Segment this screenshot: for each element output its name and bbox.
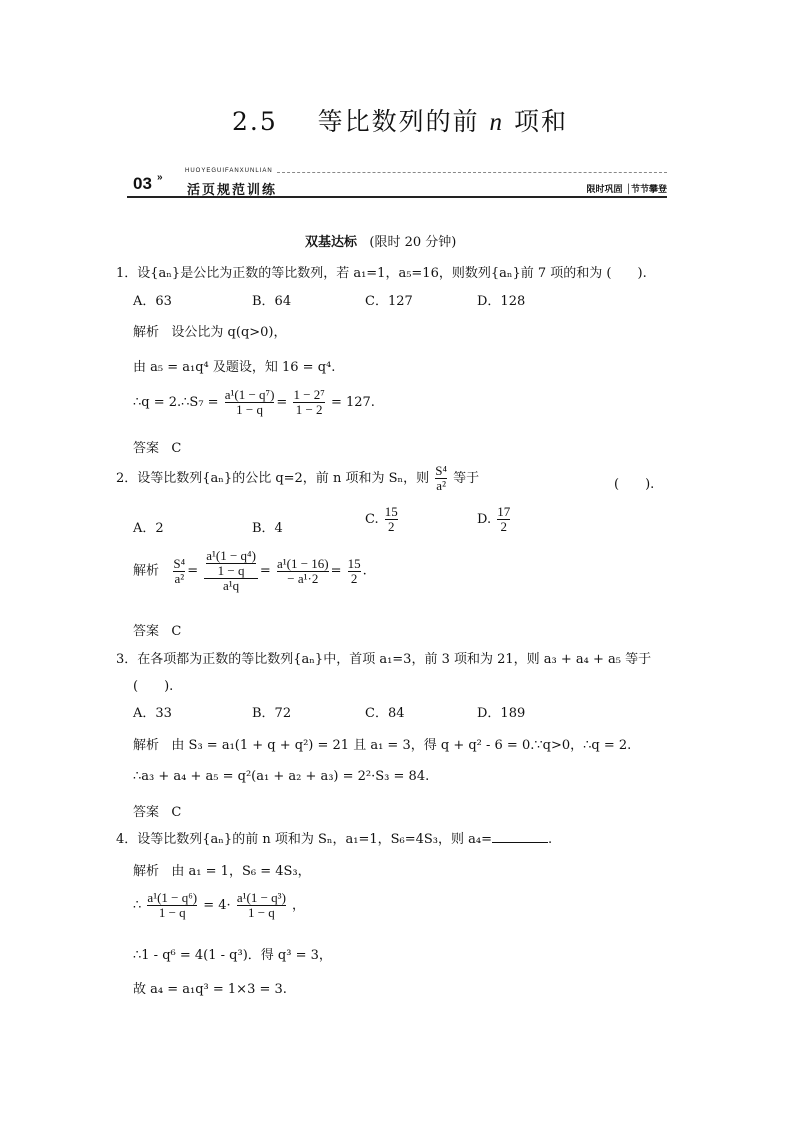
q2-inner-den: 1 − q: [206, 563, 256, 578]
q4-fraction-1: [147, 891, 197, 920]
q2-option-c: [365, 505, 400, 534]
q4-f1-num: a¹(1 − q⁶): [147, 890, 198, 905]
banner-right-label: 限时巩固 │节节攀登: [586, 185, 667, 195]
q4-answer-blank[interactable]: [492, 832, 548, 843]
q1-frac1-den: 1 − q: [225, 402, 275, 417]
q3-option-b: B．72: [252, 706, 292, 721]
q2-analysis-line: 解析 $\frac{\text{S⁴}}{\text{a²}}$ = $\frac{\frac{\text{a¹(1 − q⁴)}}{1 - q}}{\text{a¹q}}$ = $\frac{\text{a¹(1 − 16)}}{\text{− a¹·2}}$ = $\frac{15}{2}$ .: [133, 548, 367, 593]
q4-analysis-line-1: [133, 860, 311, 879]
q4-analysis-3: ∴1 - q⁶ = 4(1 - q³)．得 q³ = 3，: [133, 948, 332, 963]
q2-frac-num: S⁴: [435, 463, 448, 478]
title-number: 2.5: [232, 107, 278, 136]
q3-option-a: A．33: [133, 706, 172, 721]
q2-text-prefix: 2．设等比数列{aₙ}的公比 q=2，前 n 项和为 Sₙ，则: [116, 471, 430, 486]
q4-fraction-2: [237, 891, 286, 920]
title-text-before: 等比数列的前: [317, 107, 480, 136]
q2-option-c-label: C.: [365, 512, 379, 527]
q1-answer-label: 答案: [133, 441, 160, 456]
q2-text-suffix: 等于: [453, 471, 480, 486]
q2-answer-line: [133, 620, 181, 639]
q4-f2-num: a¹(1 − q³): [236, 890, 286, 905]
q1-analysis-1: 设公比为 q(q>0)，: [171, 325, 287, 340]
q2-option-d-num: 17: [497, 504, 511, 519]
q3-option-c: C．84: [365, 706, 405, 721]
q4-analysis-1: 由 a₁ = 1，S₆ = 4S₃，: [171, 864, 311, 879]
q2-mid-den: − a¹·2: [277, 571, 329, 586]
q3-analysis-line-1: [133, 734, 631, 753]
q2-answer: C: [171, 624, 182, 639]
q4-text-prefix: 4．设等比数列{aₙ}的前 n 项和为 Sₙ，a₁=1，S₆=4S₃，则 a₄=: [116, 832, 492, 847]
q2-inner-fraction: [206, 549, 256, 578]
q1-option-a: A．63: [133, 294, 172, 309]
q2-lhs-fraction: [173, 557, 185, 586]
banner-pinyin: HUOYEGUIFANXUNLIAN: [185, 168, 273, 174]
q2-option-d-fraction: [497, 505, 510, 534]
q1-analysis-line-3: ∴q = 2.∴S₇ = $\frac{\text{a¹(1 − q⁷)}}{1 - q}$ = $\frac{\text{1 − 2⁷}}{1 - 2}$ = 127.: [133, 387, 375, 417]
q4-f2-den: 1 − q: [237, 905, 286, 920]
section-time-note: (限时 20 分钟): [369, 235, 457, 250]
q3-option-d: D．189: [477, 706, 526, 721]
q4-line2-prefix: ∴: [133, 898, 142, 913]
title-text-after: 项和: [513, 107, 568, 136]
q2-analysis-label: 解析: [133, 563, 160, 579]
q2-mid-num: a¹(1 − 16): [276, 555, 329, 571]
q2-option-c-den: 2: [385, 519, 398, 534]
q1-analysis-2: 由 a₅ = a₁q⁴ 及题设，知 16 = q⁴.: [133, 360, 336, 375]
q1-frac2-num: 1 − 2⁷: [293, 387, 325, 402]
q2-option-d-label: D.: [477, 512, 492, 527]
q3-answer: C: [171, 805, 182, 820]
q1-fraction-2: [293, 388, 324, 417]
q4-text: [116, 828, 552, 847]
q1-analysis-label: 解析: [133, 325, 160, 340]
q1-analysis-3-prefix: ∴q = 2.∴S₇ =: [133, 395, 219, 410]
q3-answer-line: [133, 801, 181, 820]
q4-text-suffix: .: [548, 832, 553, 847]
q2-res-num: 15: [347, 555, 361, 571]
section-heading-text: 双基达标: [305, 235, 358, 250]
q2-option-c-num: 15: [384, 504, 398, 519]
section-banner: [127, 168, 667, 198]
q2-frac-den: a²: [436, 478, 446, 493]
q2-text: [116, 464, 479, 493]
q2-big-fraction: [204, 549, 258, 593]
q4-analysis-label: 解析: [133, 864, 160, 879]
q1-analysis-3-suffix: = 127.: [330, 395, 375, 410]
q2-big-den: a¹q: [204, 578, 258, 593]
q2-lhs-den: a²: [174, 570, 185, 586]
q1-option-c: C．127: [365, 294, 413, 309]
title-var: n: [489, 109, 505, 136]
q2-question-fraction: [435, 464, 447, 493]
q3-analysis-1: 由 S₃ = a₁(1 + q + q²) = 21 且 a₁ = 3，得 q + q² - 6 = 0.∵q>0，∴q = 2.: [171, 738, 632, 753]
q2-lhs-num: S⁴: [173, 555, 186, 571]
q4-analysis-4: 故 a₄ = a₁q³ = 1×3 = 3.: [133, 982, 287, 997]
q1-frac1-num: a¹(1 − q⁷): [224, 387, 275, 402]
q1-analysis-line-1: [133, 321, 287, 340]
q2-option-c-fraction: [385, 505, 398, 534]
banner-rule: [127, 196, 667, 198]
q1-fraction-1: [225, 388, 275, 417]
q3-analysis-2: ∴a₃ + a₄ + a₅ = q²(a₁ + a₂ + a₃) = 2²·S₃ = 84.: [133, 769, 430, 784]
banner-number: 03: [133, 174, 152, 193]
q4-mid: = 4·: [203, 898, 231, 913]
q3-answer-label: 答案: [133, 805, 160, 820]
section-heading: [305, 231, 456, 250]
q2-big-numerator: [204, 549, 258, 578]
q3-text-2: ( ).: [133, 679, 174, 694]
q2-result-fraction: [348, 557, 361, 586]
banner-name: 活页规范训练: [187, 183, 278, 198]
q1-answer-line: [133, 437, 181, 456]
q1-text: 1．设{aₙ}是公比为正数的等比数列，若 a₁=1，a₅=16，则数列{aₙ}前 7 项的和为 ( ).: [116, 266, 647, 281]
q4-line2-suffix: ，: [292, 898, 306, 913]
q1-option-b: B．64: [252, 294, 292, 309]
q2-option-d-den: 2: [497, 519, 510, 534]
q2-option-a: A．2: [133, 521, 164, 536]
page-title: [232, 102, 568, 138]
q2-res-den: 2: [348, 571, 361, 586]
q4-f1-den: 1 − q: [147, 905, 197, 920]
banner-dashed-line: [277, 172, 667, 173]
q2-option-d: [477, 505, 512, 534]
q1-frac2-den: 1 − 2: [293, 402, 324, 417]
q2-mid-fraction: [277, 557, 329, 586]
q1-answer: C: [171, 441, 182, 456]
q2-paren: ( ).: [614, 477, 655, 492]
q2-inner-num: a¹(1 − q⁴): [206, 548, 256, 563]
banner-arrows-icon: »: [157, 172, 163, 183]
q3-analysis-label: 解析: [133, 738, 160, 753]
q1-option-d: D．128: [477, 294, 526, 309]
q2-option-b: B．4: [252, 521, 283, 536]
q4-analysis-line-2: [133, 891, 305, 920]
q3-text-1: 3．在各项都为正数的等比数列{aₙ}中，首项 a₁=3，前 3 项和为 21，则 a₃ + a₄ + a₅ 等于: [116, 652, 652, 667]
q2-answer-label: 答案: [133, 624, 160, 639]
